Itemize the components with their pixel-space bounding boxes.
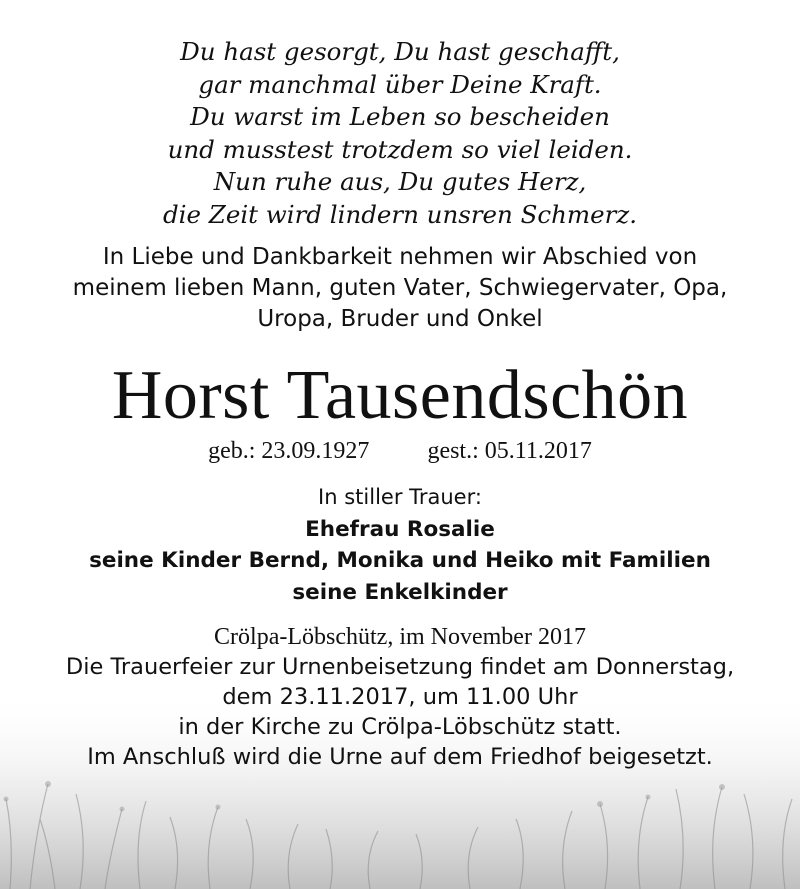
mourner-line: seine Enkelkinder	[292, 579, 508, 605]
life-dates	[0, 436, 800, 466]
poem-line: Du warst im Leben so bescheiden	[190, 102, 610, 132]
poem-line: Nun ruhe aus, Du gutes Herz,	[213, 167, 587, 197]
mourner-line: Ehefrau Rosalie	[305, 516, 495, 542]
deceased-name: Horst Tausendschön	[111, 357, 689, 434]
mourner-line: seine Kinder Bernd, Monika und Heiko mit Familien	[89, 548, 711, 573]
farewell-intro	[0, 242, 800, 335]
poem-line: die Zeit wird lindern unsren Schmerz.	[162, 199, 638, 229]
funeral-line: in der Kirche zu Crölpa-Löbschütz statt.	[178, 714, 622, 740]
funeral-line: Die Trauerfeier zur Urnenbeisetzung findet am Donnerstag,	[65, 654, 735, 680]
funeral-line: Im Anschluß wird die Urne auf dem Friedhof beigesetzt.	[87, 744, 713, 770]
intro-line: Uropa, Bruder und Onkel	[257, 306, 543, 332]
poem-line: Du hast gesorgt, Du hast geschafft,	[180, 37, 620, 66]
intro-line: meinem lieben Mann, guten Vater, Schwiegervater, Opa,	[72, 275, 728, 301]
intro-line: In Liebe und Dankbarkeit nehmen wir Abschied von	[102, 244, 698, 270]
mourners-block	[0, 482, 800, 608]
funeral-line: dem 23.11.2017, um 11.00 Uhr	[222, 684, 578, 710]
birth-date: geb.: 23.09.1927	[208, 438, 370, 464]
mourners-heading: In stiller Trauer:	[318, 485, 482, 509]
poem	[0, 36, 800, 232]
poem-line: gar manchmal über Deine Kraft.	[198, 69, 602, 99]
poem-line: und musstest trotzdem so viel leiden.	[167, 134, 633, 164]
funeral-details	[0, 622, 800, 772]
place-and-date: Crölpa-Löbschütz, im November 2017	[214, 624, 586, 650]
death-date: gest.: 05.11.2017	[427, 438, 592, 464]
